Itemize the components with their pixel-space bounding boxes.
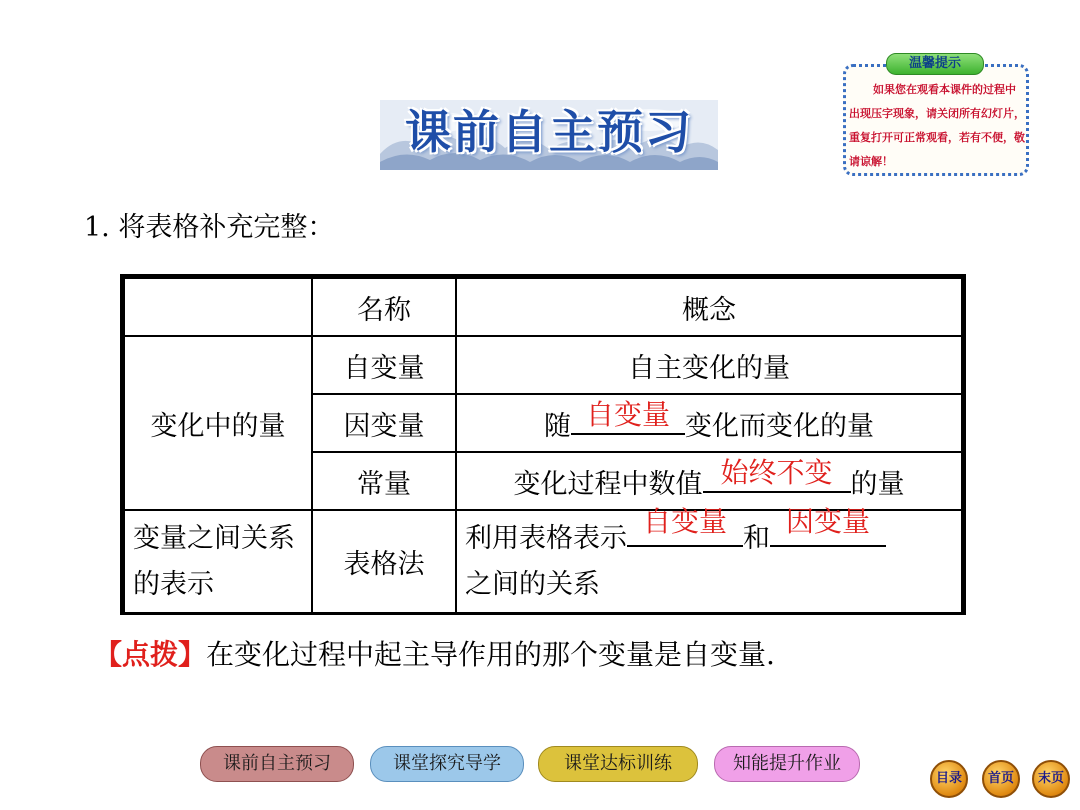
answer-blank <box>770 504 886 547</box>
concept-table <box>120 274 966 615</box>
row-name: 常量 <box>312 452 456 510</box>
contents-button[interactable]: 目录 <box>930 760 968 798</box>
nav-homework-button[interactable]: 知能提升作业 <box>714 746 860 782</box>
concept-prefix: 随 <box>544 410 571 442</box>
tip-text: 如果您在观看本课件的过程中出现压字现象，请关闭所有幻灯片，重复打开可正常观看，若有不便，敬请谅解！ <box>849 83 1025 168</box>
nav-preview-button[interactable]: 课前自主预习 <box>200 746 354 782</box>
nav-explore-button[interactable]: 课堂探究导学 <box>370 746 524 782</box>
row-name: 因变量 <box>312 394 456 452</box>
first-page-button[interactable]: 首页 <box>982 760 1020 798</box>
answer-text: 自变量 <box>585 397 670 431</box>
last-page-button[interactable]: 末页 <box>1032 760 1070 798</box>
header-empty-cell <box>124 278 312 336</box>
page-title: 课前自主预习 <box>405 105 693 159</box>
row-concept <box>456 394 962 452</box>
tip-badge: 温馨提示 <box>886 53 984 75</box>
concept-suffix: 之间的关系 <box>465 568 600 600</box>
concept-prefix: 利用表格表示 <box>465 522 627 554</box>
method-name: 表格法 <box>312 510 456 613</box>
answer-text: 因变量 <box>785 504 870 538</box>
hint-line <box>94 633 775 673</box>
header-name: 名称 <box>312 278 456 336</box>
nav-practice-button[interactable]: 课堂达标训练 <box>538 746 698 782</box>
row-name: 自变量 <box>312 336 456 394</box>
answer-blank <box>627 504 743 547</box>
group-relation-representation: 变量之间关系的表示 <box>124 510 312 613</box>
answer-text: 自变量 <box>642 504 727 538</box>
row-concept: 自主变化的量 <box>456 336 962 394</box>
hint-tag: 【点拨】 <box>94 638 207 671</box>
answer-text: 始终不变 <box>720 455 833 489</box>
concept-connector: 和 <box>743 522 770 554</box>
hint-text: 在变化过程中起主导作用的那个变量是自变量. <box>206 638 775 671</box>
concept-suffix: 的量 <box>850 468 905 500</box>
title-banner <box>380 92 718 170</box>
group-changing-quantities: 变化中的量 <box>124 336 312 510</box>
header-concept: 概念 <box>456 278 962 336</box>
answer-blank <box>571 397 685 435</box>
question-heading: 1. 将表格补充完整： <box>84 212 335 243</box>
method-concept <box>456 504 962 613</box>
concept-prefix: 变化过程中数值 <box>513 468 703 500</box>
concept-suffix: 变化而变化的量 <box>685 410 874 442</box>
answer-blank <box>703 455 851 493</box>
